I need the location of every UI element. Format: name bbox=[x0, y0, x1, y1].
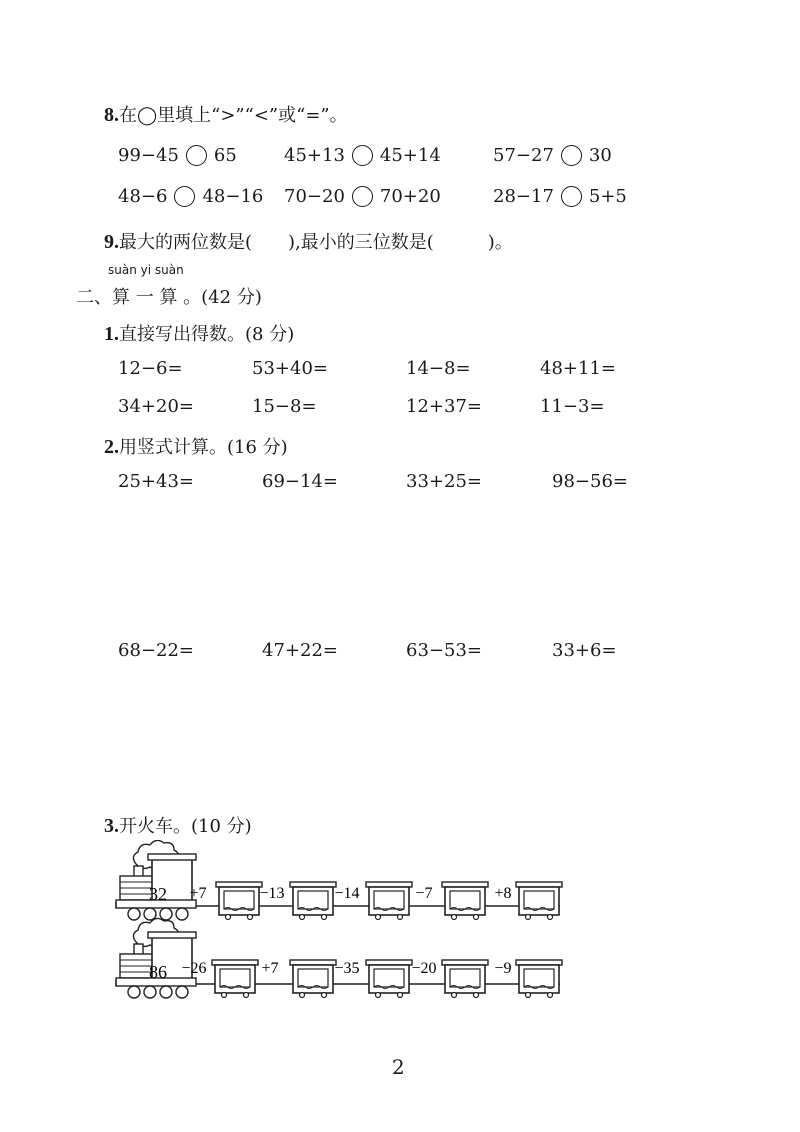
compare-item bbox=[493, 145, 612, 166]
question-number: 2. bbox=[104, 436, 119, 458]
compare-right: 65 bbox=[213, 145, 237, 166]
wagon-answer-box[interactable] bbox=[366, 882, 412, 920]
compare-left: 48−6 bbox=[118, 186, 168, 207]
train-start-number: 32 bbox=[149, 884, 167, 904]
train-op: −13 bbox=[259, 885, 285, 902]
train-puzzle bbox=[100, 840, 580, 1010]
section-title: 二、算 一 算 。(42 分) bbox=[76, 287, 262, 308]
wagon-answer-box[interactable] bbox=[290, 960, 336, 998]
mental-math-item[interactable]: 48+11= bbox=[540, 358, 616, 379]
wagon-answer-box[interactable] bbox=[516, 882, 562, 920]
compare-right: 70+20 bbox=[379, 186, 441, 207]
question-1-heading bbox=[104, 320, 294, 346]
vertical-calc-item[interactable]: 33+25= bbox=[406, 471, 482, 492]
answer-circle[interactable] bbox=[561, 145, 582, 166]
vertical-calc-item[interactable]: 68−22= bbox=[118, 640, 194, 661]
train-start-number: 86 bbox=[149, 962, 167, 982]
answer-circle[interactable] bbox=[352, 186, 373, 207]
train-op: +7 bbox=[261, 960, 279, 977]
compare-item bbox=[118, 145, 237, 166]
question-number: 9. bbox=[104, 231, 119, 253]
wagon-answer-box[interactable] bbox=[516, 960, 562, 998]
question-text: 在◯里填上“>”“<”或“=”。 bbox=[119, 105, 348, 126]
train-op: +7 bbox=[189, 885, 207, 902]
wagon-answer-box[interactable] bbox=[290, 882, 336, 920]
train-2 bbox=[116, 918, 562, 998]
vertical-calc-item[interactable]: 33+6= bbox=[552, 640, 617, 661]
wagon-answer-box[interactable] bbox=[442, 960, 488, 998]
mental-math-item[interactable]: 12−6= bbox=[118, 358, 183, 379]
question-number: 3. bbox=[104, 815, 119, 837]
vertical-calc-item[interactable]: 69−14= bbox=[262, 471, 338, 492]
compare-left: 45+13 bbox=[284, 145, 345, 166]
compare-right: 30 bbox=[588, 145, 612, 166]
compare-item bbox=[493, 186, 627, 207]
vertical-calc-item[interactable]: 25+43= bbox=[118, 471, 194, 492]
mental-math-item[interactable]: 53+40= bbox=[252, 358, 328, 379]
answer-circle[interactable] bbox=[186, 145, 207, 166]
question-number: 1. bbox=[104, 323, 119, 345]
question-text: 用竖式计算。(16 分) bbox=[119, 437, 288, 458]
wagon-answer-box[interactable] bbox=[366, 960, 412, 998]
mental-math-item[interactable]: 12+37= bbox=[406, 396, 482, 417]
mental-math-item[interactable]: 15−8= bbox=[252, 396, 317, 417]
train-op: −9 bbox=[494, 960, 512, 977]
mental-math-item[interactable]: 11−3= bbox=[540, 396, 605, 417]
answer-circle[interactable] bbox=[174, 186, 195, 207]
question-9 bbox=[104, 228, 513, 254]
question-2-heading bbox=[104, 433, 288, 459]
train-op: −35 bbox=[334, 960, 360, 977]
train-op: −20 bbox=[411, 960, 437, 977]
vertical-calc-item[interactable]: 63−53= bbox=[406, 640, 482, 661]
train-op: −7 bbox=[415, 885, 433, 902]
locomotive-icon bbox=[116, 840, 196, 920]
compare-right: 45+14 bbox=[379, 145, 441, 166]
question-text: 直接写出得数。(8 分) bbox=[119, 324, 295, 345]
question-text: 开火车。(10 分) bbox=[119, 816, 252, 837]
vertical-calc-item[interactable]: 47+22= bbox=[262, 640, 338, 661]
page-number: 2 bbox=[392, 1055, 405, 1079]
train-op: −14 bbox=[334, 885, 360, 902]
compare-left: 99−45 bbox=[118, 145, 179, 166]
vertical-calc-item[interactable]: 98−56= bbox=[552, 471, 628, 492]
compare-left: 70−20 bbox=[284, 186, 345, 207]
question-number: 8. bbox=[104, 104, 119, 126]
compare-item bbox=[284, 186, 441, 207]
compare-right: 5+5 bbox=[588, 186, 627, 207]
locomotive-icon bbox=[116, 918, 196, 998]
compare-right: 48−16 bbox=[202, 186, 264, 207]
mental-math-item[interactable]: 14−8= bbox=[406, 358, 471, 379]
wagon-answer-box[interactable] bbox=[442, 882, 488, 920]
question-text[interactable]: 最大的两位数是( ),最小的三位数是( )。 bbox=[119, 232, 513, 253]
question-8-heading bbox=[104, 101, 348, 127]
wagon-answer-box[interactable] bbox=[216, 882, 262, 920]
answer-circle[interactable] bbox=[352, 145, 373, 166]
mental-math-item[interactable]: 34+20= bbox=[118, 396, 194, 417]
answer-circle[interactable] bbox=[561, 186, 582, 207]
compare-left: 28−17 bbox=[493, 186, 554, 207]
compare-left: 57−27 bbox=[493, 145, 554, 166]
pinyin-annotation: suàn yi suàn bbox=[108, 263, 184, 277]
wagon-answer-box[interactable] bbox=[212, 960, 258, 998]
train-op: −26 bbox=[181, 960, 207, 977]
compare-item bbox=[284, 145, 441, 166]
train-op: +8 bbox=[494, 885, 512, 902]
compare-item bbox=[118, 186, 263, 207]
train-1 bbox=[116, 840, 562, 920]
question-3-heading bbox=[104, 812, 252, 838]
